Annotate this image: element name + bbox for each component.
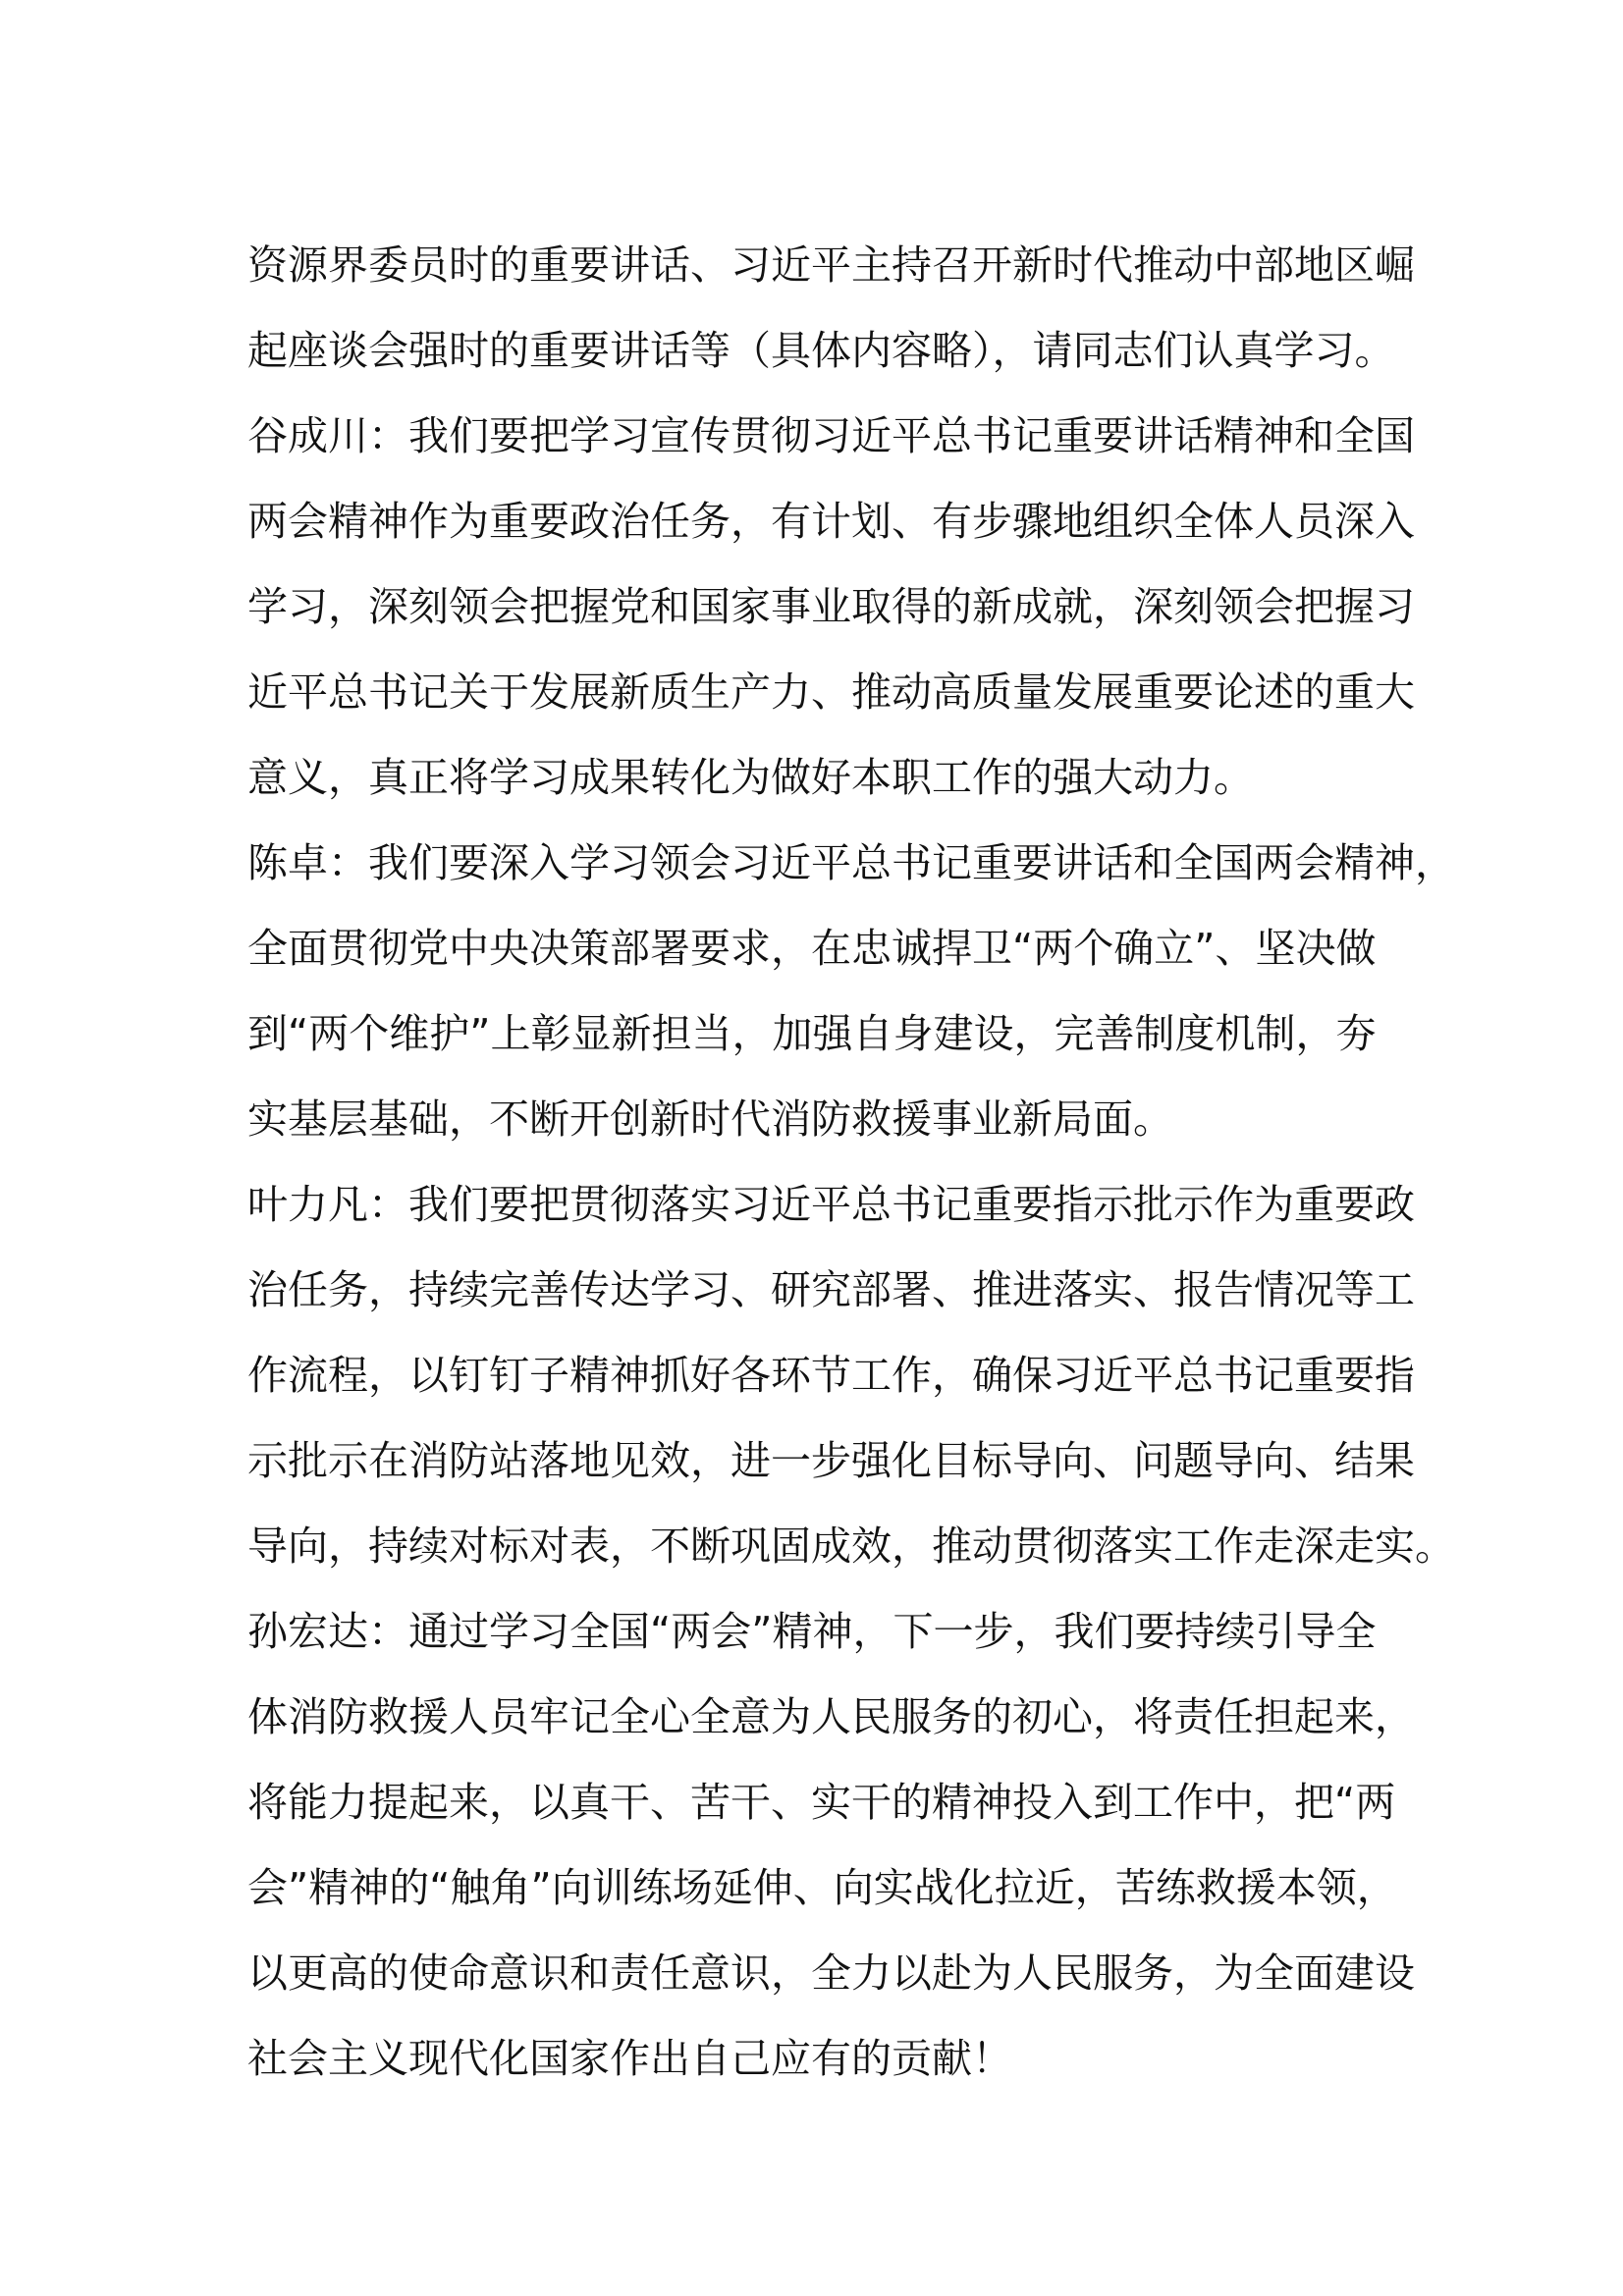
text-line: 示批示在消防站落地见效，进一步强化目标导向、问题导向、结果 xyxy=(247,1437,1415,1484)
text-line: 近平总书记关于发展新质生产力、推动高质量发展重要论述的重大 xyxy=(247,668,1415,716)
text-line: 到“两个维护”上彰显新担当，加强自身建设，完善制度机制，夯 xyxy=(247,1010,1377,1057)
text-line: 意义，真正将学习成果转化为做好本职工作的强大动力。 xyxy=(247,754,1254,801)
text-line: 作流程，以钉钉子精神抓好各环节工作，确保习近平总书记重要指 xyxy=(247,1352,1415,1399)
text-line: 实基层基础，不断开创新时代消防救援事业新局面。 xyxy=(247,1095,1173,1143)
text-line: 资源界委员时的重要讲话、习近平主持召开新时代推动中部地区崛 xyxy=(247,241,1415,289)
document-body xyxy=(247,236,1455,2114)
text-line: 起座谈会强时的重要讲话等（具体内容略），请同志们认真学习。 xyxy=(247,327,1395,374)
text-line: 谷成川：我们要把学习宣传贯彻习近平总书记重要讲话精神和全国 xyxy=(247,412,1415,459)
text-line: 陈卓：我们要深入学习领会习近平总书记重要讲话和全国两会精神， xyxy=(247,839,1455,886)
text-line: 导向，持续对标对表，不断巩固成效，推动贯彻落实工作走深走实。 xyxy=(247,1522,1455,1570)
text-line: 体消防救援人员牢记全心全意为人民服务的初心，将责任担起来， xyxy=(247,1693,1415,1740)
text-line: 学习，深刻领会把握党和国家事业取得的新成就，深刻领会把握习 xyxy=(247,583,1415,630)
text-line: 叶力凡：我们要把贯彻落实习近平总书记重要指示批示作为重要政 xyxy=(247,1181,1415,1228)
text-line: 会”精神的“触角”向训练场延伸、向实战化拉近，苦练救援本领， xyxy=(247,1864,1397,1911)
text-line: 以更高的使命意识和责任意识，全力以赴为人民服务，为全面建设 xyxy=(247,1949,1415,1997)
text-line: 孙宏达：通过学习全国“两会”精神，下一步，我们要持续引导全 xyxy=(247,1608,1377,1655)
text-line: 治任务，持续完善传达学习、研究部署、推进落实、报告情况等工 xyxy=(247,1266,1415,1313)
text-line: 两会精神作为重要政治任务，有计划、有步骤地组织全体人员深入 xyxy=(247,498,1415,545)
text-line: 社会主义现代化国家作出自己应有的贡献！ xyxy=(247,2035,1012,2082)
text-line: 将能力提起来，以真干、苦干、实干的精神投入到工作中，把“两 xyxy=(247,1779,1396,1826)
text-line: 全面贯彻党中央决策部署要求，在忠诚捍卫“两个确立”、坚决做 xyxy=(247,925,1377,972)
